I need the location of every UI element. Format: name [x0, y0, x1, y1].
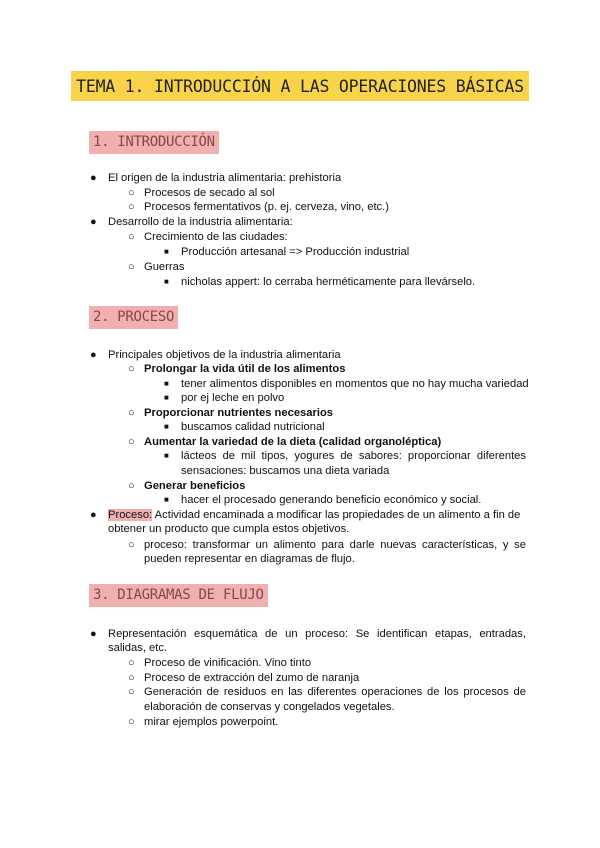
bullet-level2: ○: [128, 657, 135, 669]
list-item: [108, 508, 520, 522]
section-heading-diagramas-de-flujo: [89, 584, 268, 607]
list-item: Prolongar la vida útil de los alimentos: [144, 363, 346, 375]
list-item: lácteos de mil tipos, yogures de sabores: proporcionar diferentes: [181, 450, 526, 462]
bullet-level2: ○: [128, 539, 135, 551]
bullet-level2: ○: [128, 716, 135, 728]
bullet-level2: ○: [128, 672, 135, 684]
list-item: Proceso de extracción del zumo de naranja: [144, 672, 360, 684]
section-number: 1.: [93, 134, 110, 150]
list-item: Representación esquemática de un proceso: Se identifican etapas, entradas,: [108, 628, 526, 640]
list-item: Producción artesanal => Producción industrial: [181, 246, 410, 258]
bullet-level1: ●: [90, 628, 97, 640]
section-title: PROCESO: [117, 309, 175, 325]
list-item: Generación de residuos en las diferentes operaciones de los procesos de: [144, 686, 526, 698]
list-item-continuation: sensaciones: buscamos una dieta variada: [181, 465, 390, 477]
title-wrapper: [0, 71, 600, 101]
document-title: TEMA 1. INTRODUCCIÓN A LAS OPERACIONES BÁSICAS: [71, 71, 529, 101]
list-item-continuation: pueden representar en diagramas de flujo.: [144, 553, 355, 565]
list-item: Proceso de vinificación. Vino tinto: [144, 657, 312, 669]
list-item-continuation: salidas, etc.: [108, 642, 168, 654]
bullet-level2: ○: [128, 407, 135, 419]
bullet-level3: ■: [164, 422, 169, 431]
section-number: 3.: [93, 587, 110, 603]
bullet-level3: ■: [164, 379, 169, 388]
bullet-level2: ○: [128, 480, 135, 492]
list-item: mirar ejemplos powerpoint.: [144, 716, 279, 728]
bullet-level2: ○: [128, 261, 135, 273]
list-item-continuation: elaboración de conservas y congelados vegetales.: [144, 701, 395, 713]
bullet-level3: ■: [164, 393, 169, 402]
section-title: INTRODUCCIÓN: [117, 134, 215, 150]
list-item: Generar beneficios: [144, 480, 246, 492]
section-heading-proceso: [89, 306, 178, 329]
bullet-level2: ○: [128, 686, 135, 698]
list-item: proceso: transformar un alimento para darle nuevas características, y se: [144, 539, 526, 551]
list-item-continuation: obtener un producto que cumpla estos objetivos.: [108, 523, 350, 535]
list-item: nicholas appert: lo cerraba herméticamente para llevárselo.: [181, 276, 476, 288]
section-title: DIAGRAMAS DE FLUJO: [117, 587, 264, 603]
list-item: Principales objetivos de la industria alimentaria: [108, 349, 341, 361]
list-item-text: Actividad encaminada a modificar las propiedades de un alimento a fin de: [154, 509, 521, 521]
list-item: Proporcionar nutrientes necesarios: [144, 407, 334, 419]
bullet-level2: ○: [128, 436, 135, 448]
list-item: Aumentar la variedad de la dieta (calidad organoléptica): [144, 436, 442, 448]
list-item: Procesos de secado al sol: [144, 187, 275, 199]
highlighted-term: Proceso:: [108, 509, 153, 521]
bullet-level1: ●: [90, 216, 97, 228]
bullet-level1: ●: [90, 349, 97, 361]
bullet-level1: ●: [90, 172, 97, 184]
list-item: El origen de la industria alimentaria: prehistoria: [108, 172, 342, 184]
section-heading-introduccion: [89, 131, 219, 154]
list-item: Crecimiento de las ciudades:: [144, 231, 288, 243]
list-item: tener alimentos disponibles en momentos que no hay mucha variedad: [181, 378, 529, 390]
list-item: Guerras: [144, 261, 185, 273]
list-item: Procesos fermentativos (p. ej. cerveza, vino, etc.): [144, 201, 389, 213]
list-item: Desarrollo de la industria alimentaria:: [108, 216, 293, 228]
bullet-level3: ■: [164, 451, 169, 460]
bullet-level3: ■: [164, 277, 169, 286]
list-item: por ej leche en polvo: [181, 392, 285, 404]
list-item: buscamos calidad nutricional: [181, 421, 325, 433]
bullet-level2: ○: [128, 187, 135, 199]
list-item: hacer el procesado generando beneficio económico y social.: [181, 494, 482, 506]
bullet-level3: ■: [164, 495, 169, 504]
bullet-level1: ●: [90, 509, 97, 521]
bullet-level2: ○: [128, 231, 135, 243]
bullet-level3: ■: [164, 247, 169, 256]
bullet-level2: ○: [128, 201, 135, 213]
bullet-level2: ○: [128, 363, 135, 375]
section-number: 2.: [93, 309, 110, 325]
